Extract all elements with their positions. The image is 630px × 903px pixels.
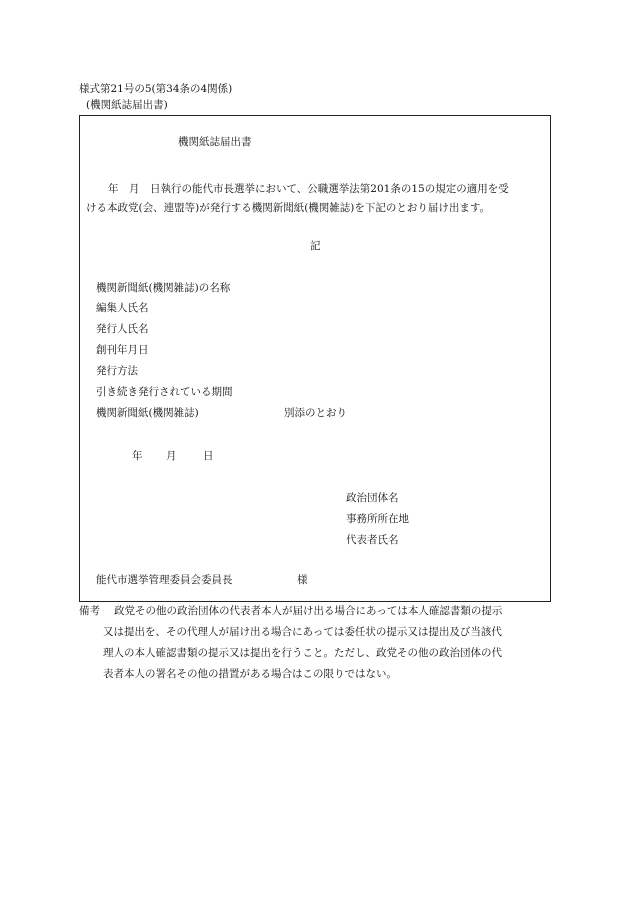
date-day: 日: [203, 450, 214, 462]
item-publication-method: 発行方法: [96, 365, 138, 377]
addressee: 能代市選挙管理委員会委員長: [96, 574, 233, 586]
signatory-office-address: 事務所所在地: [346, 513, 409, 525]
item-publication-period: 引き続き発行されている期間: [96, 386, 233, 398]
ki-heading: 記: [310, 240, 321, 252]
item-publisher: 発行人氏名: [96, 323, 149, 335]
date-month: 月: [166, 450, 177, 462]
item-name: 機関新聞紙(機関雑誌)の名称: [96, 282, 231, 294]
remarks-line-2: 又は提出を、その代理人が届け出る場合にあっては委任状の提示又は提出及び当該代: [103, 626, 502, 638]
attachment-note: 別添のとおり: [284, 407, 347, 419]
item-editor: 編集人氏名: [96, 302, 149, 314]
remarks-line-3: 理人の本人確認書類の提示又は提出を行うこと。ただし、政党その他の政治団体の代: [103, 647, 502, 659]
intro-line-1: 年 月 日執行の能代市長選挙において、公職選挙法第201条の15の規定の適用を受: [108, 183, 509, 195]
intro-line-2: ける本政党(会、連盟等)が発行する機関新聞紙(機関雑誌)を下記のとおり届け出ます。: [86, 202, 491, 214]
date-year: 年: [132, 450, 143, 462]
honorific: 様: [297, 574, 308, 586]
signatory-representative: 代表者氏名: [346, 534, 399, 546]
signatory-organization: 政治団体名: [346, 492, 399, 504]
form-number: 様式第21号の5(第34条の4関係): [79, 83, 233, 95]
form-title: 機関紙誌届出書: [178, 136, 252, 148]
remarks-line-1: 政党その他の政治団体の代表者本人が届け出る場合にあっては本人確認書類の提示: [114, 605, 503, 617]
form-subtitle: (機関紙誌届出書): [86, 99, 168, 111]
item-first-issue-date: 創刊年月日: [96, 344, 149, 356]
remarks-line-4: 表者本人の署名その他の措置がある場合はこの限りではない。: [103, 668, 397, 680]
remarks-label: 備考: [79, 605, 100, 617]
item-periodical: 機関新聞紙(機関雑誌): [96, 407, 199, 419]
